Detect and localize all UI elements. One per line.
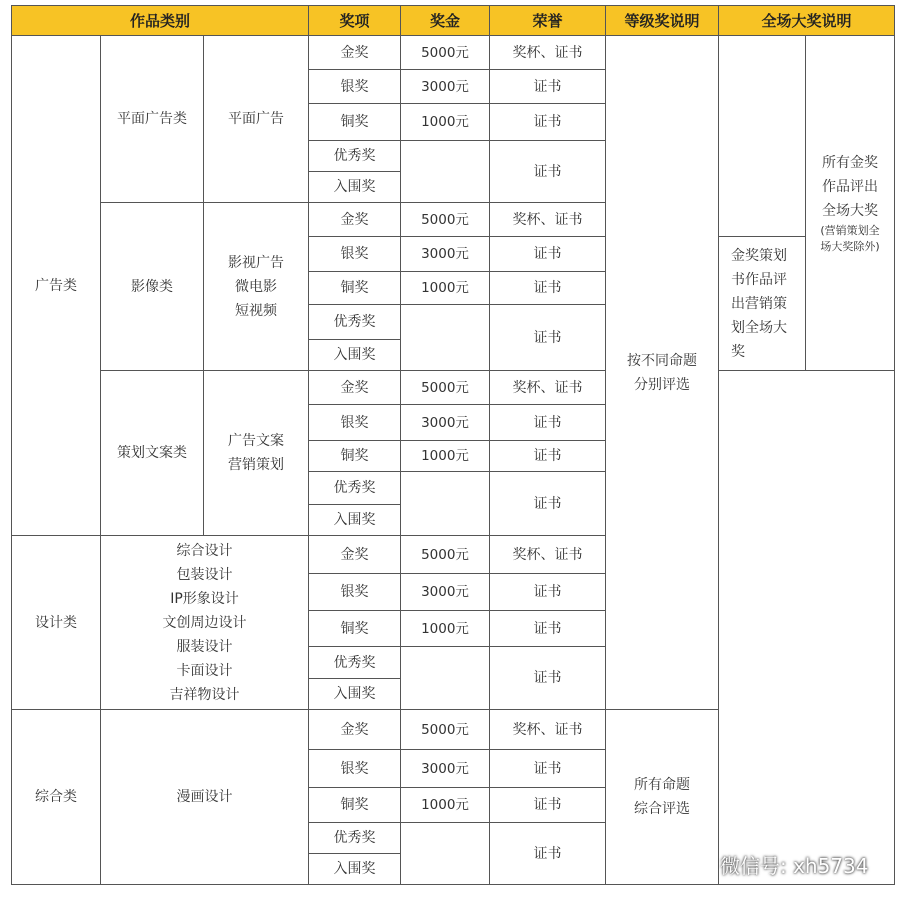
honor-silver: 证书 — [490, 750, 606, 788]
subcategory-video: 影像类 — [101, 203, 204, 371]
honor-gold: 奖杯、证书 — [490, 36, 606, 70]
prize-blank — [401, 472, 490, 536]
honor-cert-merged: 证书 — [490, 823, 606, 885]
honor-cert-merged: 证书 — [490, 141, 606, 203]
prize-gold: 5000元 — [401, 371, 490, 405]
prize-blank — [401, 823, 490, 885]
honor-gold: 奖杯、证书 — [490, 371, 606, 405]
grand-desc-all-note: (营销策划全 场大奖除外) — [820, 224, 880, 253]
prize-silver: 3000元 — [401, 750, 490, 788]
wechat-watermark — [680, 850, 869, 879]
award-finalist: 入围奖 — [309, 505, 401, 536]
award-finalist: 入围奖 — [309, 340, 401, 371]
award-gold: 金奖 — [309, 710, 401, 750]
subcategory-print: 平面广告类 — [101, 36, 204, 203]
category-ad: 广告类 — [12, 36, 101, 536]
prize-silver: 3000元 — [401, 237, 490, 272]
header-category: 作品类别 — [12, 6, 309, 36]
header-grand-desc: 全场大奖说明 — [719, 6, 895, 36]
item-print: 平面广告 — [204, 36, 309, 203]
prize-blank — [401, 141, 490, 203]
prize-gold: 5000元 — [401, 36, 490, 70]
honor-gold: 奖杯、证书 — [490, 203, 606, 237]
award-bronze: 铜奖 — [309, 441, 401, 472]
prize-gold: 5000元 — [401, 203, 490, 237]
prize-bronze: 1000元 — [401, 104, 490, 141]
honor-cert-merged: 证书 — [490, 647, 606, 710]
honor-bronze: 证书 — [490, 441, 606, 472]
honor-gold: 奖杯、证书 — [490, 710, 606, 750]
award-silver: 银奖 — [309, 750, 401, 788]
grand-desc-plan: 金奖策划 书作品评 出营销策 划全场大 奖 — [719, 237, 806, 371]
award-bronze: 铜奖 — [309, 611, 401, 647]
honor-bronze: 证书 — [490, 788, 606, 823]
prize-gold: 5000元 — [401, 710, 490, 750]
watermark-text: 微信号: xh5734 — [720, 854, 869, 878]
honor-bronze: 证书 — [490, 272, 606, 305]
grand-desc-all — [806, 36, 895, 371]
award-gold: 金奖 — [309, 536, 401, 574]
award-gold: 金奖 — [309, 371, 401, 405]
header-prize: 奖金 — [401, 6, 490, 36]
honor-cert-merged: 证书 — [490, 305, 606, 371]
header-honor: 荣誉 — [490, 6, 606, 36]
award-table — [11, 5, 895, 885]
prize-blank — [401, 647, 490, 710]
prize-silver: 3000元 — [401, 405, 490, 441]
award-gold: 金奖 — [309, 36, 401, 70]
award-finalist: 入围奖 — [309, 679, 401, 710]
award-excellent: 优秀奖 — [309, 823, 401, 854]
item-video: 影视广告 微电影 短视频 — [204, 203, 309, 371]
award-finalist: 入围奖 — [309, 854, 401, 885]
honor-silver: 证书 — [490, 574, 606, 611]
honor-gold: 奖杯、证书 — [490, 536, 606, 574]
award-excellent: 优秀奖 — [309, 141, 401, 172]
prize-bronze: 1000元 — [401, 441, 490, 472]
award-bronze: 铜奖 — [309, 272, 401, 305]
item-plan: 广告文案 营销策划 — [204, 371, 309, 536]
honor-silver: 证书 — [490, 70, 606, 104]
prize-silver: 3000元 — [401, 70, 490, 104]
award-silver: 银奖 — [309, 405, 401, 441]
honor-bronze: 证书 — [490, 104, 606, 141]
award-excellent: 优秀奖 — [309, 647, 401, 679]
header-award: 奖项 — [309, 6, 401, 36]
item-general: 漫画设计 — [101, 710, 309, 885]
honor-bronze: 证书 — [490, 611, 606, 647]
grand-blank-top — [719, 36, 806, 237]
category-design: 设计类 — [12, 536, 101, 710]
award-finalist: 入围奖 — [309, 172, 401, 203]
grand-blank-bottom — [719, 371, 895, 885]
prize-blank — [401, 305, 490, 371]
honor-silver: 证书 — [490, 405, 606, 441]
honor-cert-merged: 证书 — [490, 472, 606, 536]
level-desc-general: 所有命题 综合评选 — [606, 710, 719, 885]
header-level-desc: 等级奖说明 — [606, 6, 719, 36]
award-bronze: 铜奖 — [309, 788, 401, 823]
award-silver: 银奖 — [309, 237, 401, 272]
honor-silver: 证书 — [490, 237, 606, 272]
award-silver: 银奖 — [309, 70, 401, 104]
level-desc-main: 按不同命题 分别评选 — [606, 36, 719, 710]
item-design: 综合设计 包装设计 IP形象设计 文创周边设计 服装设计 卡面设计 吉祥物设计 — [101, 536, 309, 710]
award-gold: 金奖 — [309, 203, 401, 237]
subcategory-plan: 策划文案类 — [101, 371, 204, 536]
prize-bronze: 1000元 — [401, 611, 490, 647]
prize-bronze: 1000元 — [401, 272, 490, 305]
award-excellent: 优秀奖 — [309, 472, 401, 505]
category-general: 综合类 — [12, 710, 101, 885]
prize-silver: 3000元 — [401, 574, 490, 611]
prize-gold: 5000元 — [401, 536, 490, 574]
award-bronze: 铜奖 — [309, 104, 401, 141]
award-silver: 银奖 — [309, 574, 401, 611]
prize-bronze: 1000元 — [401, 788, 490, 823]
award-excellent: 优秀奖 — [309, 305, 401, 340]
grand-desc-all-text: 所有金奖 作品评出 全场大奖 — [822, 155, 878, 219]
wechat-icon — [680, 851, 714, 879]
